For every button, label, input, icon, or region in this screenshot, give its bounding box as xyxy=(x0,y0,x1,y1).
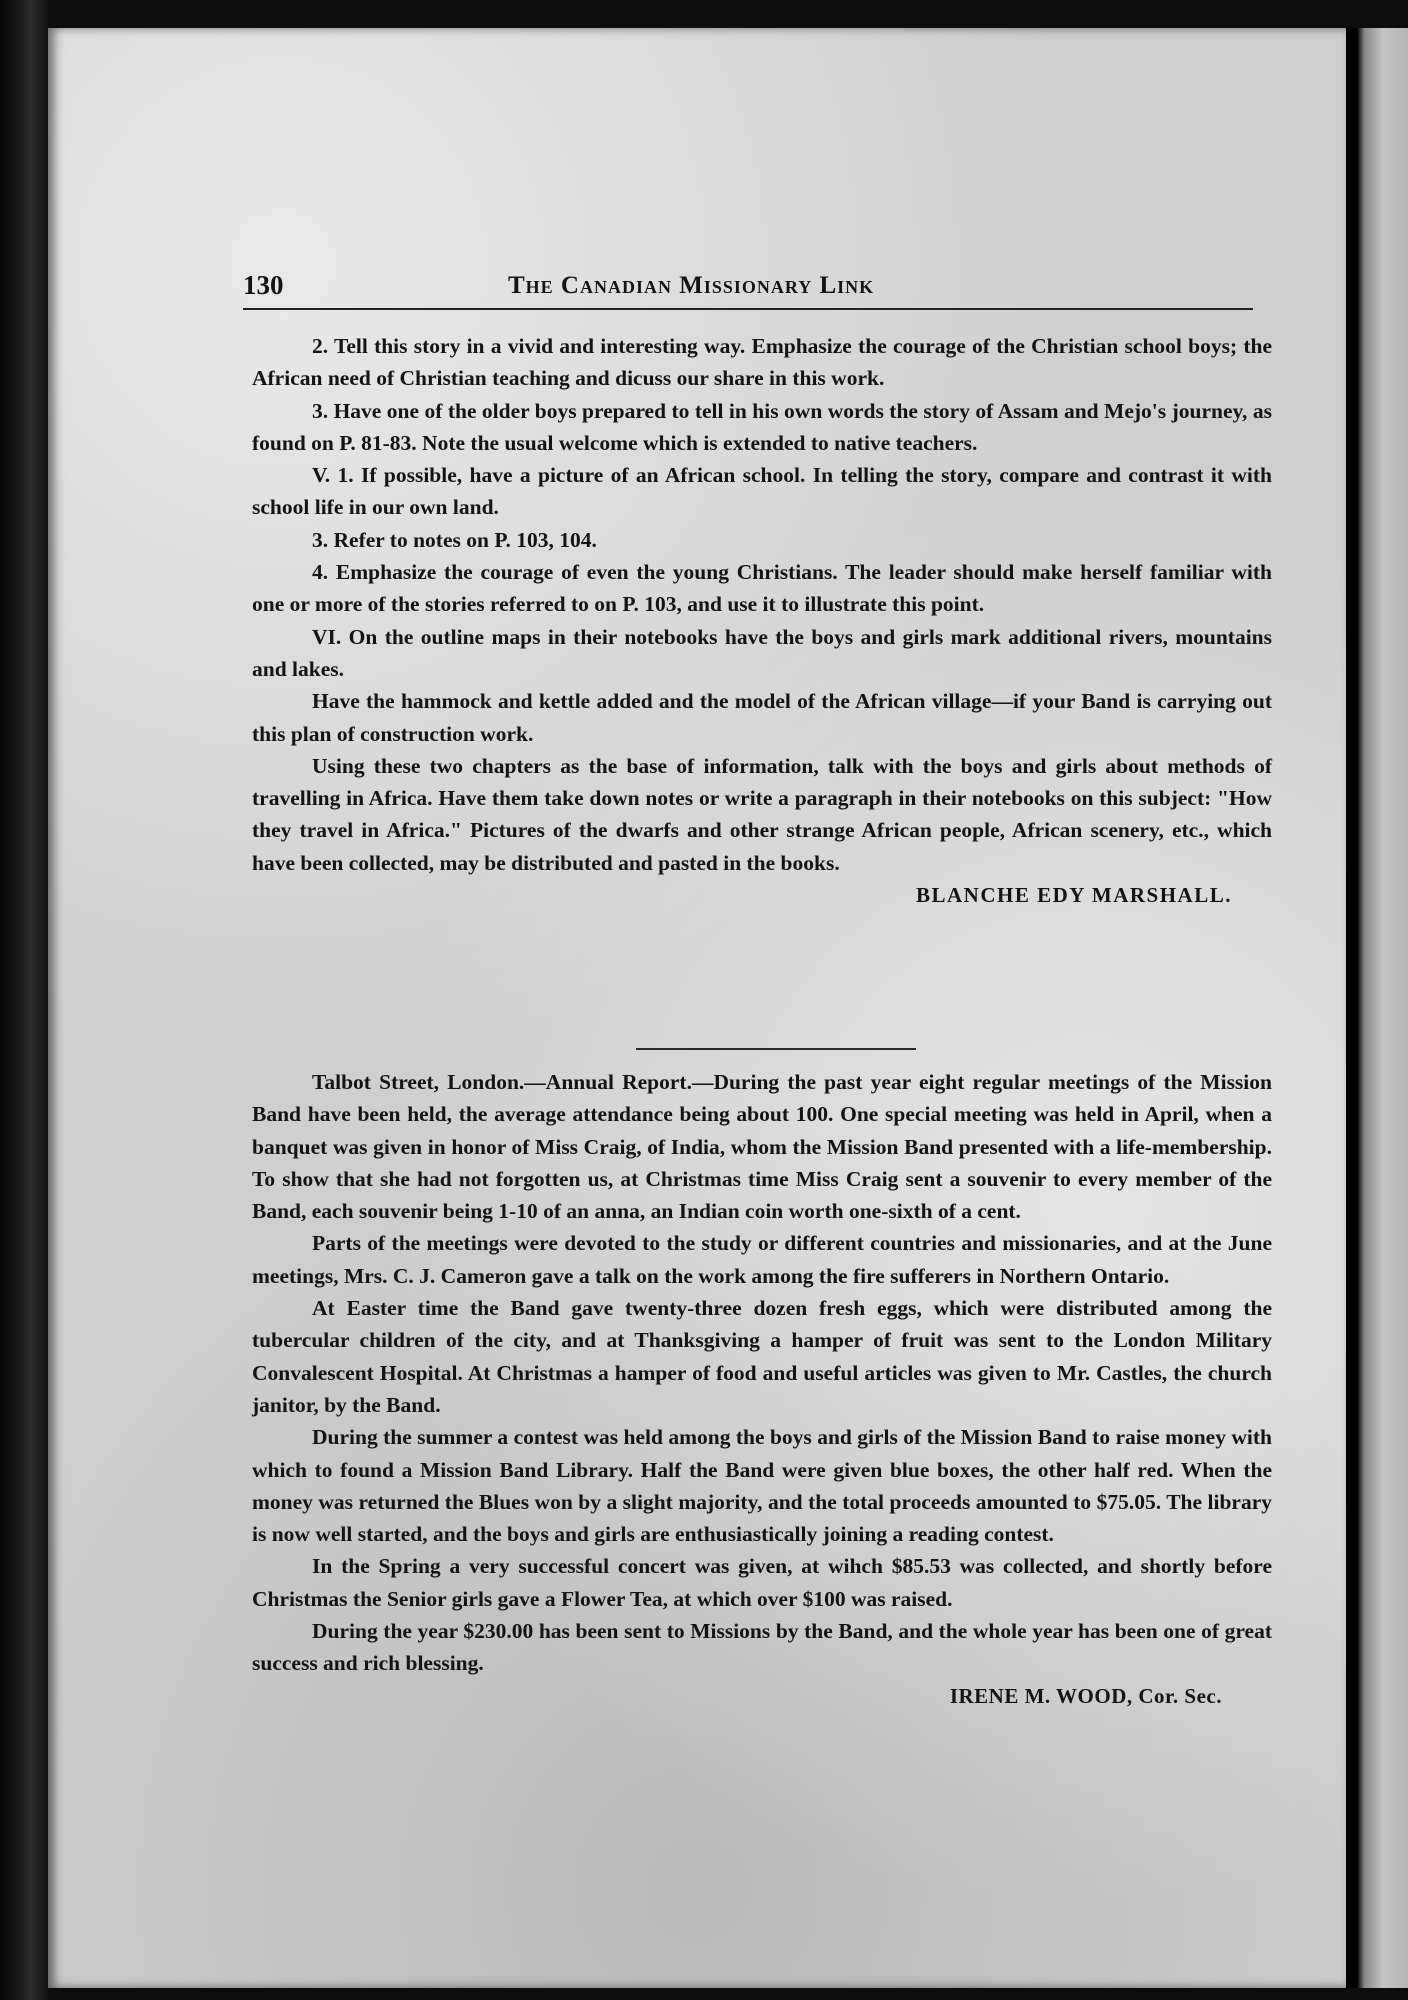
paragraph: Using these two chapters as the base of information, talk with the boys and girls about methods of travelling in Africa. Have them take down notes or write a paragraph in their notebooks on this subject: "How they travel in Africa." Pictures of the dwarfs and other strange African people, African scenery, etc., which have been collected, may be distributed and pasted in the books. xyxy=(252,753,1272,875)
paragraph: At Easter time the Band gave twenty-three dozen fresh eggs, which were distributed among the tubercular children of the city, and at Thanksgiving a hamper of fruit was sent to the London Military Convalescent Hospital. At Christmas a hamper of food and useful articles was given to Mr. Castles, the church janitor, by the Band. xyxy=(252,1296,1272,1417)
paragraph: VI. On the outline maps in their notebooks have the boys and girls mark additional rivers, mountains and lakes. xyxy=(252,624,1272,681)
annual-report-section xyxy=(252,1066,1272,1712)
paragraph: During the summer a contest was held among the boys and girls of the Mission Band to raise money with which to found a Mission Band Library. Half the Band were given blue boxes, the other half red. When the money was returned the Blues won by a slight majority, and the total proceeds amounted to $75.05. The library is now well started, and the boys and girls are enthusiastically joining a reading contest. xyxy=(252,1425,1272,1547)
header-rule xyxy=(243,308,1253,310)
section-divider xyxy=(636,1048,916,1050)
report-intro-text: —Annual Report.—During the past year eight regular meetings of the Mission Band have been held, the average attendance being about 100. One special meeting was held in April, when a banquet was given in honor of Miss Craig, of India, whom the Mission Band presented with a life-membership. To show that she had not forgotten us, at Christmas time Miss Craig sent a souvenir to every member of the Band, each souvenir being 1-10 of an anna, an Indian coin worth one-sixth of a cent. xyxy=(252,1070,1272,1224)
author-signature: BLANCHE EDY MARSHALL. xyxy=(915,883,1232,908)
paragraph: V. 1. If possible, have a picture of an African school. In telling the story, compare and contrast it with school life in our own land. xyxy=(252,463,1272,520)
paragraph: Have the hammock and kettle added and the model of the African village—if your Band is carrying out this plan of construction work. xyxy=(252,689,1272,746)
report-place-heading: Talbot Street, London. xyxy=(312,1070,525,1094)
paragraph: 2. Tell this story in a vivid and interesting way. Emphasize the courage of the Christian school boys; the African need of Christian teaching and dicuss our share in this work. xyxy=(252,334,1272,391)
paragraph: In the Spring a very successful concert was given, at wihch $85.53 was collected, and shortly before Christmas the Senior girls gave a Flower Tea, at which over $100 was raised. xyxy=(252,1554,1272,1611)
paragraph: 3. Have one of the older boys prepared to tell in his own words the story of Assam and Mejo's journey, as found on P. 81-83. Note the usual welcome which is extended to native teachers. xyxy=(252,398,1272,455)
report-intro-paragraph xyxy=(252,1066,1272,1227)
paragraph: Parts of the meetings were devoted to the study or different countries and missionaries, and at the June meetings, Mrs. C. J. Cameron gave a talk on the work among the fire sufferers in Northern Ontario. xyxy=(252,1231,1272,1288)
secretary-signature: IRENE M. WOOD, Cor. Sec. xyxy=(949,1683,1222,1708)
running-title: The Canadian Missionary Link xyxy=(508,272,875,299)
page-header xyxy=(243,270,1253,310)
page-number: 130 xyxy=(243,270,284,300)
study-notes-section xyxy=(252,330,1272,911)
adjacent-page-edge xyxy=(1346,28,1408,1988)
paragraph: During the year $230.00 has been sent to Missions by the Band, and the whole year has been one of great success and rich blessing. xyxy=(252,1619,1272,1676)
paragraph: 4. Emphasize the courage of even the young Christians. The leader should make herself familiar with one or more of the stories referred to on P. 103, and use it to illustrate this point. xyxy=(252,560,1272,617)
book-binding-edge xyxy=(0,0,48,2000)
paragraph: 3. Refer to notes on P. 103, 104. xyxy=(312,527,597,552)
